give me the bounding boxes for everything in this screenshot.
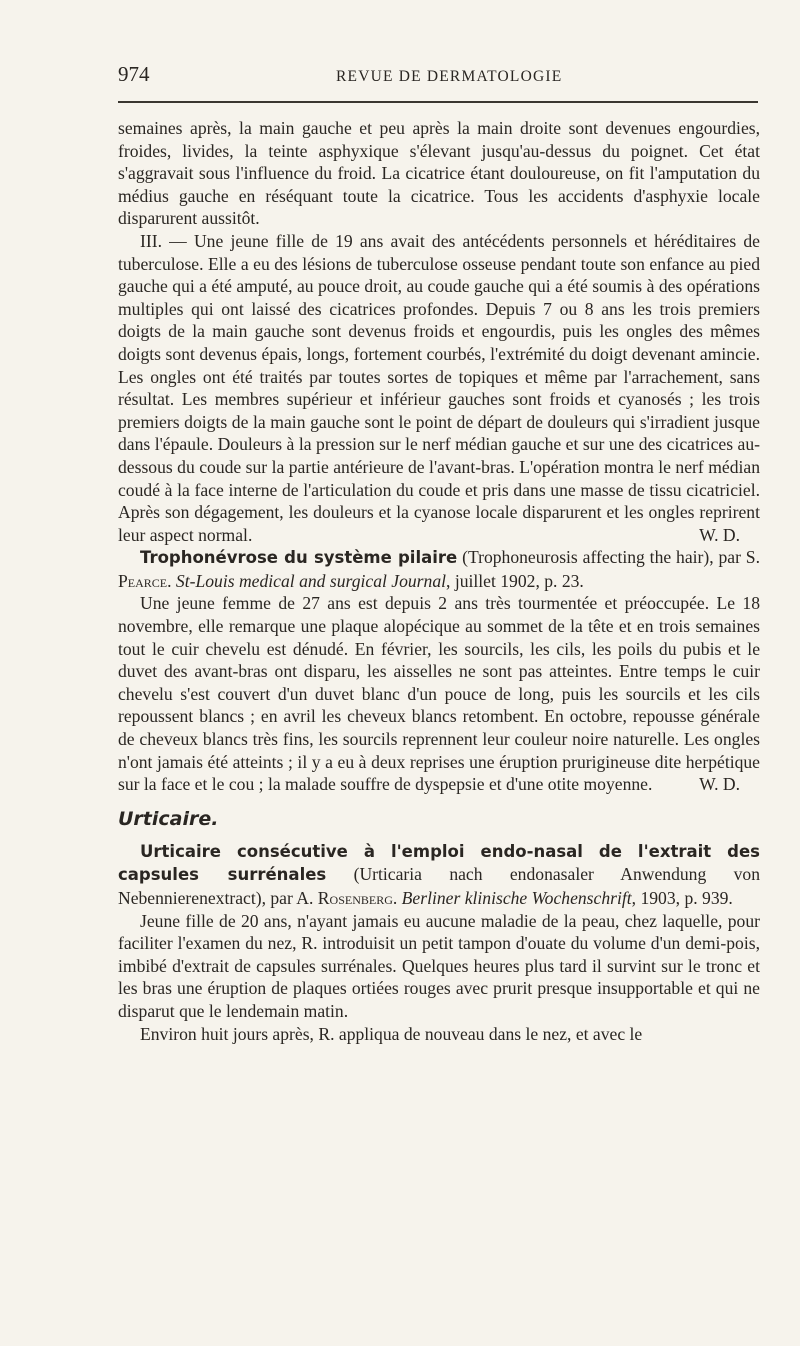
page-number: 974 — [118, 62, 150, 86]
article-author: Rosenberg — [317, 888, 393, 908]
paragraph-trophonevrose-case — [118, 592, 760, 795]
article-citation: , 1903, p. 939. — [631, 888, 733, 908]
article-parenthetical: (Urticaria nach endonasaler Anwendung von Nebennierenextract), par A. — [118, 864, 761, 908]
signature-wd-1: W. D. — [699, 524, 740, 545]
article-reference-urticaire — [118, 840, 760, 910]
case-iii-text: III. — Une jeune fille de 19 ans avait des antécédents personnels et héréditaires de tuberculose. Elle a eu des lésions de tuberculose osseuse pendant toute son enfance au pied gauche qui a été amputé, au pouce droit, au coude gauche qui a été soumis à des opérations multiples qui ont laissé des cicatrices profondes. Depuis 7 ou 8 ans les trois premiers doigts de la main gauche sont devenus froids et engourdis, puis les ongles des mêmes doigts sont devenus épais, longs, fortement courbés, l'extrémité du doigt devenant amincie. Les ongles ont été traités par toutes sortes de topiques et même par l'arrachement, sans résultat. Les membres supérieur et inférieur gauches sont froids et cyanosés ; les trois premiers doigts de la main gauche sont le point de départ de douleurs qui s'irradient jusque dans l'épaule. Douleurs à la pression sur le nerf médian gauche et sur une des cicatrices au-dessous du coude sur la partie antérieure de l'avant-bras. L'opération montra le nerf médian coudé à la face interne de l'articulation du coude et pris dans une masse de tissu cicatriciel. Après son dégagement, les douleurs et la cyanose locale disparurent et les ongles reprirent leur aspect normal. — [118, 230, 760, 545]
signature-wd-2: W. D. — [699, 774, 740, 795]
paragraph-continuation: semaines après, la main gauche et peu après la main droite sont devenues engourdies, froides, livides, la teinte asphyxique s'élevant jusqu'au-dessus du poignet. Cet état s'aggravait sous l'influence du froid. La cicatrice étant douloureuse, on fit l'amputation du médius gauche en réséquant toute la cicatrice. Tous les accidents d'asphyxie locale disparurent aussitôt. — [118, 118, 760, 229]
article-title-trophonevrose: Trophonévrose du système pilaire — [140, 548, 458, 568]
article-parenthetical: (Trophoneurosis affecting the hair), par S. — [457, 547, 760, 568]
article-journal: St-Louis medical and surgical Journal — [175, 570, 447, 591]
article-reference-trophonevrose — [118, 546, 760, 592]
paragraph-urticaire-followup: Environ huit jours après, R. appliqua de nouveau dans le nez, et avec le — [140, 1023, 643, 1044]
journal-title: REVUE DE DERMATOLOGIE — [336, 68, 563, 85]
separator: . — [392, 888, 402, 908]
article-author: Pearce — [118, 570, 168, 591]
section-heading-urticaire: Urticaire. — [118, 807, 219, 830]
paragraph-case-iii — [118, 230, 760, 546]
article-citation: , juillet 1902, p. 23. — [446, 570, 584, 591]
body-text — [118, 117, 760, 1045]
running-head — [118, 62, 758, 92]
paragraph-urticaire-case: Jeune fille de 20 ans, n'ayant jamais eu aucune maladie de la peau, chez laquelle, pour faciliter l'examen du nez, R. introduisit un petit tampon d'ouate du volume d'un demi-pois, imbibé d'extrait de capsules surrénales. Quelques heures plus tard il survint sur le tronc et les bras une éruption de plaques ortiées rouges avec prurit presque insupportable et qui ne disparut que le lendemain matin. — [118, 910, 760, 1021]
header-rule — [118, 101, 758, 103]
article-title-urticaire: Urticaire consécutive à l'emploi endo-nasal de l'extrait des capsules surrénales — [118, 841, 760, 885]
article-journal: Berliner klinische Wochenschrift — [401, 888, 632, 908]
separator: . — [167, 570, 176, 591]
trophonevrose-case-text: Une jeune femme de 27 ans est depuis 2 ans très tourmentée et préoccupée. Le 18 novembre, elle remarque une plaque alopécique au sommet de la tête et en trois semaines tout le cuir chevelu est dénudé. En février, les sourcils, les cils, les poils du pubis et le duvet des avant-bras ont disparu, les aisselles ne sont pas atteintes. Entre temps le cuir chevelu s'est couvert d'un duvet blanc d'un pouce de long, puis les sourcils et les cils repoussent blancs ; en avril les cheveux blancs retombent. En octobre, repousse générale de cheveux blancs très fins, les sourcils reprennent leur couleur noire naturelle. Les ongles n'ont jamais été atteints ; il y a eu à deux reprises une éruption prurigineuse dite herpétique sur la face et le cou ; la malade souffre de dyspepsie et d'une otite moyenne. — [118, 593, 760, 795]
